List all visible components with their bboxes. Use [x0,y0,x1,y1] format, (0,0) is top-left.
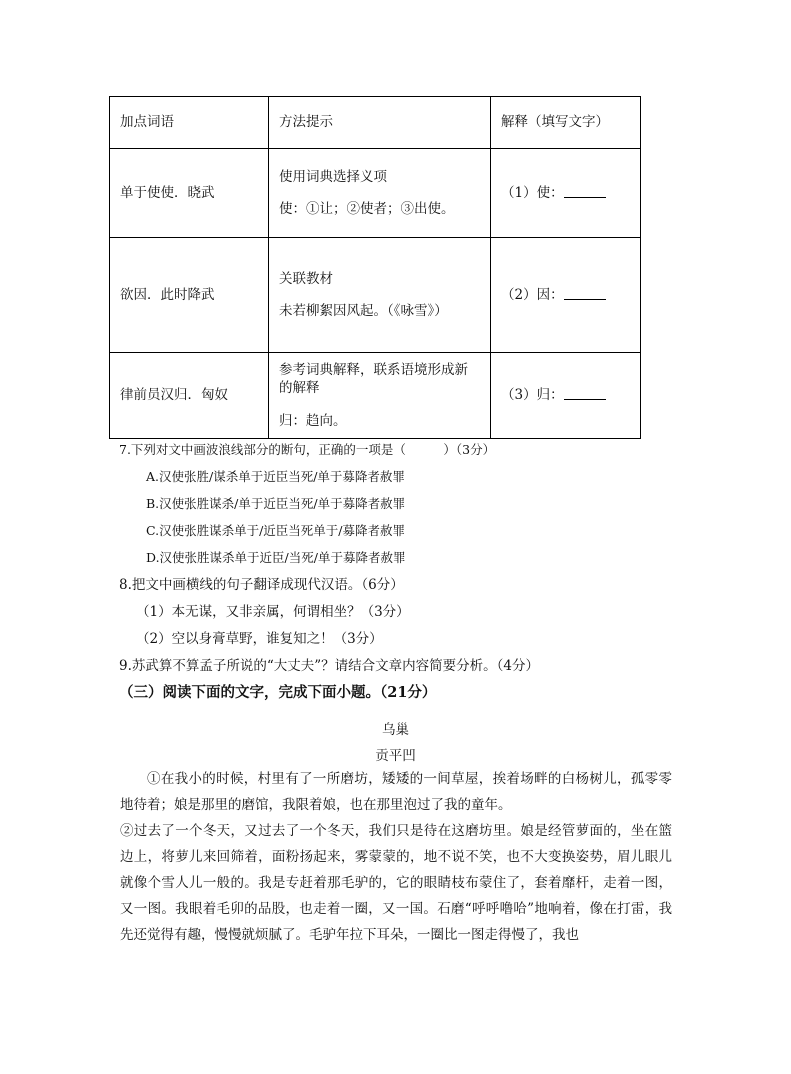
article-body [120,766,672,948]
header-cell: 方法提示 [269,97,491,149]
answer-blank[interactable] [564,287,606,300]
question-9-stem: 9.苏武算不算孟子所说的“大丈夫”？请结合文章内容简要分析。（4分） [119,658,540,674]
answer-cell [491,149,641,238]
vocabulary-table [109,96,641,439]
hint-cell [269,149,491,238]
answer-cell [491,353,641,439]
word-cell: 欲因．此时降武 [110,238,269,353]
hint-body: 使：①让；②使者；③出使。 [279,201,455,217]
hint-body: 未若柳絮因风起。（《咏雪》） [279,303,448,319]
question-7-option-c[interactable]: C.汉使张胜谋杀单于/近臣当死单于/募降者赦罪 [146,523,406,538]
question-7-option-d[interactable]: D.汉使张胜谋杀单于近臣/当死/单于募降者赦罪 [146,550,406,565]
header-cell: 解释（填写文字） [491,97,641,149]
question-8-item-1: （1）本无谋，又非亲属，何谓相坐？（3分） [136,604,410,620]
question-7-option-b[interactable]: B.汉使张胜谋杀/单于近臣当死/单于募降者赦罪 [146,496,406,511]
table-header-row [110,97,641,149]
table-row [110,149,641,238]
answer-label: （2）因： [501,286,564,303]
answer-blank[interactable] [564,387,606,400]
question-7-option-a[interactable]: A.汉使张胜/谋杀单于近臣当死/单于募降者赦罪 [146,469,405,484]
question-8-stem: 8.把文中画横线的句子翻译成现代汉语。（6分） [119,577,404,593]
question-8-item-2: （2）空以身膏草野，谁复知之！（3分） [136,631,383,647]
header-cell: 加点词语 [110,97,269,149]
article-author: 贡平凹 [375,748,416,764]
word-cell: 单于使使．晓武 [110,149,269,238]
answer-blank[interactable] [564,185,606,198]
hint-title: 使用词典选择义项 [279,168,387,185]
word-cell: 律前员汉归．匈奴 [110,353,269,439]
answer-label: （1）使： [501,184,564,201]
answer-label: （3）归： [501,387,564,404]
hint-title: 参考词典解释，联系语境形成新的解释 [279,362,468,397]
section-heading: （三）阅读下面的文字，完成下面小题。（21分） [119,684,437,701]
article-paragraph: ②过去了一个冬天，又过去了一个冬天，我们只是待在这磨坊里。娘是经管萝面的，坐在篮边上，将萝儿来回筛着，面粉扬起来，雾蒙蒙的，地不说不笑，也不大变换姿势，眉儿眼儿就像个雪人儿一般的。我是专赶着那毛驴的，它的眼睛枝布蒙住了，套着靡杆，走着一图，又一图。我眼着毛卯的品股，也走着一圈，又一国。石磨“呼呼噜哈”地响着，像在打雷，我先还觉得有趣，慢慢就烦腻了。毛驴年拉下耳朵，一圈比一图走得慢了，我也 [120,823,672,943]
hint-cell [269,353,491,439]
article-paragraph: ①在我小的时候，村里有了一所磨坊，矮矮的一间草屋，挨着场畔的白杨树儿，孤零零地待着；娘是那里的磨馆，我限着娘，也在那里泡过了我的童年。 [120,771,672,813]
hint-title: 关联教材 [279,270,333,287]
article-title: 乌巢 [382,722,409,738]
answer-cell [491,238,641,353]
hint-body: 归：趋向。 [279,412,347,429]
table-row [110,353,641,439]
question-7-stem: 7.下列对文中画波浪线部分的断句，正确的一项是（ ）（3分） [119,442,496,457]
table-row [110,238,641,353]
hint-cell [269,238,491,353]
